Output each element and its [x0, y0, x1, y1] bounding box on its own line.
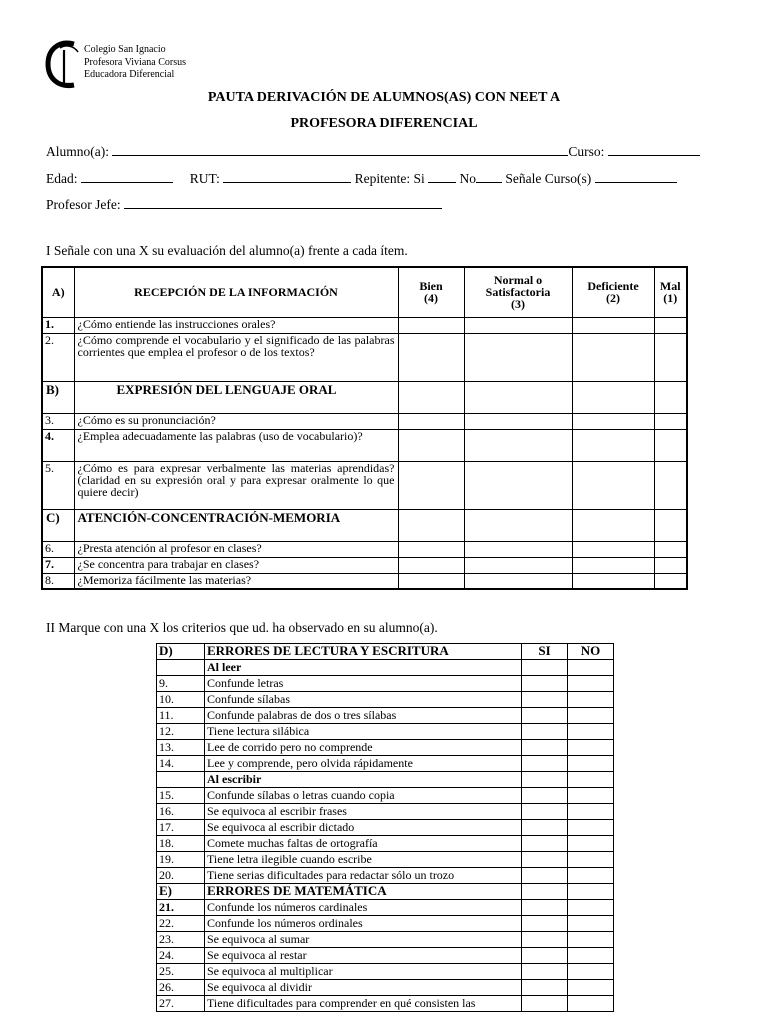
- teacher-name: Profesora Viviana Corsus: [84, 56, 186, 68]
- item-number: 22.: [157, 916, 205, 932]
- item-criterion: Lee de corrido pero no comprende: [205, 740, 522, 756]
- no-cell[interactable]: [568, 804, 614, 820]
- item-number: 27.: [157, 996, 205, 1012]
- section-c-title: ATENCIÓN-CONCENTRACIÓN-MEMORIA: [74, 509, 398, 541]
- no-cell[interactable]: [568, 948, 614, 964]
- table-row: [157, 932, 614, 948]
- bien-cell[interactable]: [398, 333, 464, 381]
- item-number: 14.: [157, 756, 205, 772]
- item-criterion: Tiene serias dificultades para redactar sólo un trozo: [205, 868, 522, 884]
- item-number: 26.: [157, 980, 205, 996]
- item-question: ¿Emplea adecuadamente las palabras (uso de vocabulario)?: [74, 429, 398, 461]
- mal-cell[interactable]: [654, 461, 687, 509]
- bien-cell[interactable]: [398, 573, 464, 589]
- no-cell[interactable]: [568, 932, 614, 948]
- item-number: 25.: [157, 964, 205, 980]
- deficiente-cell[interactable]: [572, 413, 654, 429]
- section-row: [42, 381, 687, 413]
- item-question: ¿Se concentra para trabajar en clases?: [74, 557, 398, 573]
- mal-header: Mal (1): [654, 267, 687, 317]
- mal-cell[interactable]: [654, 429, 687, 461]
- item-number: 8.: [42, 573, 74, 589]
- item-number: 2.: [42, 333, 74, 381]
- item-number: 4.: [42, 429, 74, 461]
- si-cell[interactable]: [522, 948, 568, 964]
- si-cell[interactable]: [522, 804, 568, 820]
- criteria-table: [156, 643, 614, 1012]
- table-row: [157, 964, 614, 980]
- table-row: [157, 708, 614, 724]
- table-row: [42, 541, 687, 557]
- table-row: [157, 852, 614, 868]
- item-question: ¿Cómo comprende el vocabulario y el significado de las palabras corrientes que emplea el profesor o de los textos?: [74, 333, 398, 381]
- item-question: ¿Presta atención al profesor en clases?: [74, 541, 398, 557]
- no-label: No: [459, 171, 476, 186]
- normal-cell[interactable]: [464, 413, 572, 429]
- item-criterion: Confunde sílabas o letras cuando copia: [205, 788, 522, 804]
- table-row: [42, 333, 687, 381]
- item-number: 21.: [157, 900, 205, 916]
- si-cell[interactable]: [522, 788, 568, 804]
- no-cell[interactable]: [568, 756, 614, 772]
- deficiente-cell[interactable]: [572, 461, 654, 509]
- bien-cell[interactable]: [398, 317, 464, 333]
- edad-label: Edad:: [46, 171, 78, 186]
- senale-curso-field[interactable]: [595, 170, 677, 183]
- bien-cell[interactable]: [398, 413, 464, 429]
- no-cell[interactable]: [568, 980, 614, 996]
- section2-instruction: II Marque con una X los criterios que ud. ha observado en su alumno(a).: [46, 620, 438, 635]
- bien-cell[interactable]: [398, 557, 464, 573]
- section-b-label: B): [42, 381, 74, 413]
- subheader-row: [157, 772, 614, 788]
- table-row: [157, 820, 614, 836]
- deficiente-cell[interactable]: [572, 429, 654, 461]
- table-row: [157, 916, 614, 932]
- table-row: [157, 756, 614, 772]
- si-cell[interactable]: [522, 932, 568, 948]
- section-c-label: C): [42, 509, 74, 541]
- no-cell[interactable]: [568, 788, 614, 804]
- section1-instruction: I Señale con una X su evaluación del alumno(a) frente a cada ítem.: [46, 243, 408, 258]
- si-cell[interactable]: [522, 916, 568, 932]
- item-number: 11.: [157, 708, 205, 724]
- lectura-header: ERRORES DE LECTURA Y ESCRITURA: [205, 644, 522, 660]
- section-e-title: ERRORES DE MATEMÁTICA: [205, 884, 522, 900]
- item-criterion: Confunde palabras de dos o tres sílabas: [205, 708, 522, 724]
- table-row: [157, 692, 614, 708]
- table-row: [157, 836, 614, 852]
- normal-cell[interactable]: [464, 541, 572, 557]
- subheader-label: Al leer: [205, 660, 522, 676]
- alumno-label: Alumno(a):: [46, 144, 109, 159]
- curso-label: Curso:: [568, 144, 605, 159]
- document-title-line1: PAUTA DERIVACIÓN DE ALUMNOS(AS) CON NEET A: [207, 90, 561, 105]
- repitente-no-field[interactable]: [476, 170, 502, 183]
- section-row: [42, 509, 687, 541]
- item-criterion: Confunde los números cardinales: [205, 900, 522, 916]
- no-cell[interactable]: [568, 916, 614, 932]
- item-number: 1.: [42, 317, 74, 333]
- deficiente-cell[interactable]: [572, 541, 654, 557]
- item-criterion: Se equivoca al escribir dictado: [205, 820, 522, 836]
- criteria-header-row: [157, 644, 614, 660]
- table-row: [42, 317, 687, 333]
- table-row: [157, 676, 614, 692]
- si-cell[interactable]: [522, 836, 568, 852]
- table-row: [42, 557, 687, 573]
- normal-cell[interactable]: [464, 573, 572, 589]
- alumno-field[interactable]: [112, 143, 568, 156]
- item-question: ¿Cómo es su pronunciación?: [74, 413, 398, 429]
- item-number: 17.: [157, 820, 205, 836]
- no-cell[interactable]: [568, 868, 614, 884]
- mal-cell[interactable]: [654, 541, 687, 557]
- school-logo: [44, 38, 86, 92]
- item-number: 7.: [42, 557, 74, 573]
- profesor-line: [46, 196, 442, 213]
- si-cell[interactable]: [522, 900, 568, 916]
- mal-cell[interactable]: [654, 573, 687, 589]
- item-number: 3.: [42, 413, 74, 429]
- no-cell[interactable]: [568, 692, 614, 708]
- si-cell[interactable]: [522, 756, 568, 772]
- item-criterion: Comete muchas faltas de ortografía: [205, 836, 522, 852]
- table-row: [157, 996, 614, 1012]
- table-row: [42, 429, 687, 461]
- normal-header: Normal o Satisfactoria (3): [464, 267, 572, 317]
- curso-field[interactable]: [608, 143, 700, 156]
- normal-cell[interactable]: [464, 557, 572, 573]
- si-cell[interactable]: [522, 996, 568, 1012]
- mal-cell[interactable]: [654, 317, 687, 333]
- item-number: 5.: [42, 461, 74, 509]
- no-header: NO: [568, 644, 614, 660]
- profesor-label: Profesor Jefe:: [46, 197, 121, 212]
- mal-cell[interactable]: [654, 557, 687, 573]
- item-number: 13.: [157, 740, 205, 756]
- item-criterion: Se equivoca al dividir: [205, 980, 522, 996]
- senale-curso-label: Señale Curso(s): [505, 171, 592, 186]
- no-cell[interactable]: [568, 996, 614, 1012]
- recepcion-header: RECEPCIÓN DE LA INFORMACIÓN: [74, 267, 398, 317]
- item-criterion: Confunde sílabas: [205, 692, 522, 708]
- table-row: [157, 948, 614, 964]
- item-criterion: Confunde letras: [205, 676, 522, 692]
- item-number: 23.: [157, 932, 205, 948]
- si-cell[interactable]: [522, 692, 568, 708]
- subheader-row: [157, 884, 614, 900]
- item-criterion: Se equivoca al sumar: [205, 932, 522, 948]
- deficiente-cell[interactable]: [572, 333, 654, 381]
- item-number: 9.: [157, 676, 205, 692]
- si-cell[interactable]: [522, 676, 568, 692]
- rut-field[interactable]: [223, 170, 351, 183]
- no-cell[interactable]: [568, 820, 614, 836]
- deficiente-cell[interactable]: [572, 573, 654, 589]
- item-number: 19.: [157, 852, 205, 868]
- table-row: [157, 724, 614, 740]
- table-row: [157, 804, 614, 820]
- mal-cell[interactable]: [654, 333, 687, 381]
- item-criterion: Se equivoca al multiplicar: [205, 964, 522, 980]
- col-d-header: D): [157, 644, 205, 660]
- item-criterion: Tiene letra ilegible cuando escribe: [205, 852, 522, 868]
- si-cell[interactable]: [522, 852, 568, 868]
- item-number: 18.: [157, 836, 205, 852]
- si-header: SI: [522, 644, 568, 660]
- normal-cell[interactable]: [464, 317, 572, 333]
- rut-label: RUT:: [189, 171, 220, 186]
- repitente-si-field[interactable]: [428, 170, 456, 183]
- normal-cell[interactable]: [464, 333, 572, 381]
- section-b-title: EXPRESIÓN DEL LENGUAJE ORAL: [74, 381, 398, 413]
- item-criterion: Tiene dificultades para comprender en qué consisten las: [205, 996, 522, 1012]
- item-number: 16.: [157, 804, 205, 820]
- item-question: ¿Cómo es para expresar verbalmente las materias aprendidas? (claridad en su expresión oral y para expresar oralmente lo que quiere decir): [74, 461, 398, 509]
- deficiente-cell[interactable]: [572, 557, 654, 573]
- subheader-row: [157, 660, 614, 676]
- mal-cell[interactable]: [654, 413, 687, 429]
- si-cell[interactable]: [522, 820, 568, 836]
- table-row: [42, 413, 687, 429]
- deficiente-cell[interactable]: [572, 317, 654, 333]
- item-number: 15.: [157, 788, 205, 804]
- table-row: [157, 788, 614, 804]
- item-criterion: Se equivoca al escribir frases: [205, 804, 522, 820]
- normal-cell[interactable]: [464, 429, 572, 461]
- no-cell[interactable]: [568, 900, 614, 916]
- evaluation-header-row: [42, 267, 687, 317]
- normal-cell[interactable]: [464, 461, 572, 509]
- table-row: [157, 980, 614, 996]
- no-cell[interactable]: [568, 852, 614, 868]
- repitente-label: Repitente: Si: [354, 171, 425, 186]
- item-number: 20.: [157, 868, 205, 884]
- si-cell[interactable]: [522, 708, 568, 724]
- no-cell[interactable]: [568, 964, 614, 980]
- bien-header: Bien (4): [398, 267, 464, 317]
- item-criterion: Confunde los números ordinales: [205, 916, 522, 932]
- section-e-label: E): [157, 884, 205, 900]
- si-cell[interactable]: [522, 724, 568, 740]
- document-title-line2: PROFESORA DIFERENCIAL: [290, 116, 478, 131]
- table-row: [157, 900, 614, 916]
- no-cell[interactable]: [568, 836, 614, 852]
- evaluation-table: [41, 266, 688, 590]
- item-criterion: Se equivoca al restar: [205, 948, 522, 964]
- item-criterion: Lee y comprende, pero olvida rápidamente: [205, 756, 522, 772]
- school-info: [84, 44, 186, 82]
- item-number: 24.: [157, 948, 205, 964]
- school-name: Colegio San Ignacio: [84, 44, 166, 55]
- alumno-line: [46, 143, 700, 160]
- item-number: 6.: [42, 541, 74, 557]
- no-cell[interactable]: [568, 724, 614, 740]
- si-cell[interactable]: [522, 740, 568, 756]
- table-row: [157, 740, 614, 756]
- table-row: [157, 868, 614, 884]
- item-number: 10.: [157, 692, 205, 708]
- si-cell[interactable]: [522, 964, 568, 980]
- si-cell[interactable]: [522, 980, 568, 996]
- item-criterion: Tiene lectura silábica: [205, 724, 522, 740]
- subheader-label: Al escribir: [205, 772, 522, 788]
- edad-line: [46, 170, 677, 187]
- item-number: 12.: [157, 724, 205, 740]
- edad-field[interactable]: [81, 170, 173, 183]
- table-row: [42, 573, 687, 589]
- si-cell[interactable]: [522, 868, 568, 884]
- no-cell[interactable]: [568, 676, 614, 692]
- item-question: ¿Cómo entiende las instrucciones orales?: [74, 317, 398, 333]
- bien-cell[interactable]: [398, 541, 464, 557]
- col-a-header: A): [42, 267, 74, 317]
- bien-cell[interactable]: [398, 461, 464, 509]
- item-question: ¿Memoriza fácilmente las materias?: [74, 573, 398, 589]
- no-cell[interactable]: [568, 740, 614, 756]
- teacher-role: Educadora Diferencial: [84, 69, 175, 80]
- table-row: [42, 461, 687, 509]
- profesor-field[interactable]: [124, 196, 442, 209]
- deficiente-header: Deficiente (2): [572, 267, 654, 317]
- no-cell[interactable]: [568, 708, 614, 724]
- bien-cell[interactable]: [398, 429, 464, 461]
